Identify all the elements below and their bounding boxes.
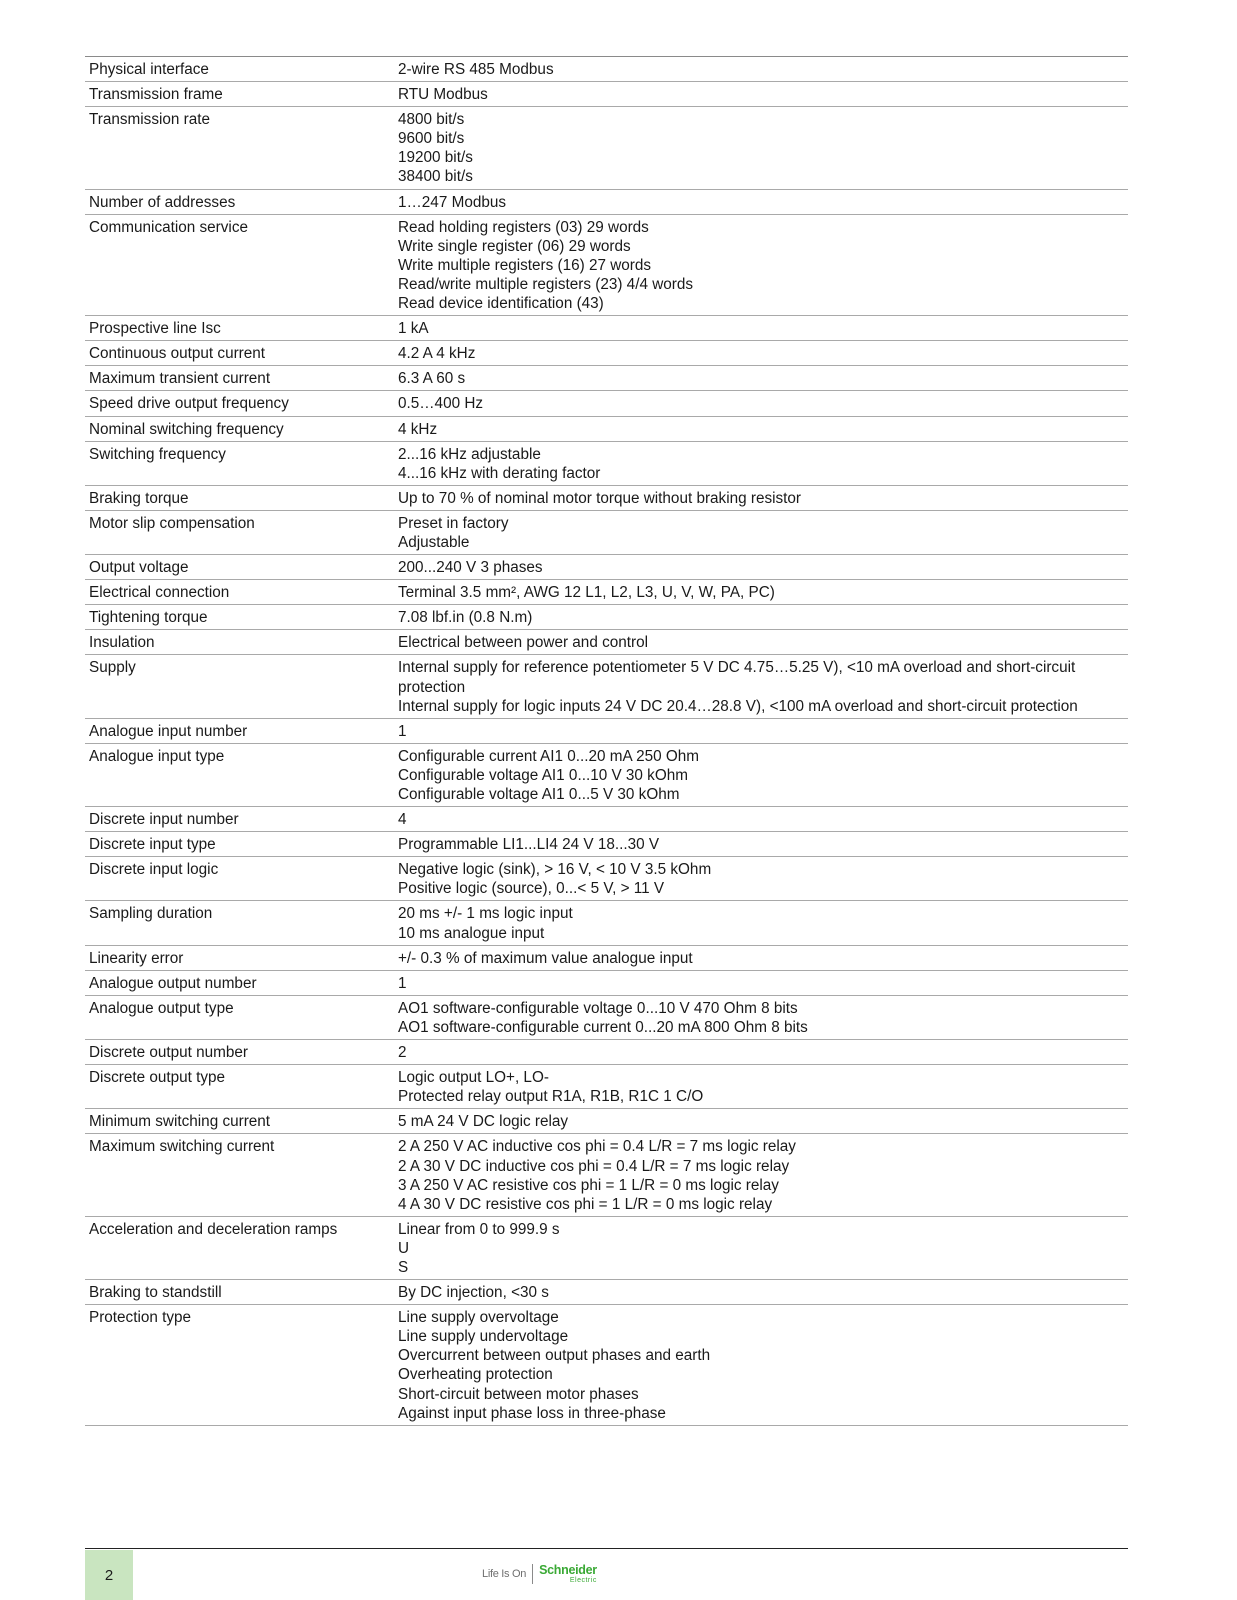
- spec-row: [85, 743, 1128, 806]
- spec-label: Linearity error: [85, 945, 394, 970]
- spec-row: [85, 945, 1128, 970]
- spec-row: [85, 807, 1128, 832]
- spec-value-line: Negative logic (sink), > 16 V, < 10 V 3.5 kOhm: [398, 861, 712, 879]
- spec-row: [85, 1305, 1128, 1426]
- spec-value-line: S: [398, 1258, 409, 1276]
- spec-label: Discrete input number: [85, 807, 394, 832]
- spec-value-line: Protected relay output R1A, R1B, R1C 1 C/O: [398, 1088, 704, 1106]
- spec-row: [85, 485, 1128, 510]
- spec-row: [85, 655, 1128, 718]
- spec-value: [394, 214, 1128, 315]
- page-number-box: [85, 1550, 133, 1600]
- spec-label: Minimum switching current: [85, 1109, 394, 1134]
- spec-value-line: 10 ms analogue input: [398, 924, 545, 942]
- spec-value: [394, 832, 1128, 857]
- spec-value-line: 1: [398, 974, 407, 992]
- brand-name: Schneider: [539, 1562, 597, 1577]
- spec-value: [394, 391, 1128, 416]
- spec-value: [394, 857, 1128, 901]
- spec-value: [394, 901, 1128, 945]
- spec-value-line: +/- 0.3 % of maximum value analogue input: [398, 949, 693, 967]
- spec-label: Switching frequency: [85, 441, 394, 485]
- spec-label: Communication service: [85, 214, 394, 315]
- page-number: 2: [104, 1566, 114, 1584]
- spec-label: Nominal switching frequency: [85, 416, 394, 441]
- spec-value-line: 2-wire RS 485 Modbus: [398, 61, 554, 78]
- spec-row: [85, 630, 1128, 655]
- spec-row: [85, 857, 1128, 901]
- spec-row: [85, 901, 1128, 945]
- spec-value-line: 5 mA 24 V DC logic relay: [398, 1113, 569, 1131]
- spec-label: Electrical connection: [85, 580, 394, 605]
- spec-label: Analogue output number: [85, 970, 394, 995]
- spec-row: [85, 1040, 1128, 1065]
- spec-value-line: 20 ms +/- 1 ms logic input: [398, 905, 573, 923]
- spec-label: Continuous output current: [85, 341, 394, 366]
- spec-value: [394, 1065, 1128, 1109]
- spec-value-line: 19200 bit/s: [398, 149, 473, 167]
- spec-row: [85, 391, 1128, 416]
- spec-value: [394, 485, 1128, 510]
- spec-value-line: Read/write multiple registers (23) 4/4 words: [398, 275, 694, 293]
- spec-value-line: 9600 bit/s: [398, 130, 465, 148]
- spec-value: [394, 970, 1128, 995]
- spec-value-line: 2 A 30 V DC inductive cos phi = 0.4 L/R = 7 ms logic relay: [398, 1157, 790, 1175]
- spec-value-line: Preset in factory: [398, 514, 509, 532]
- spec-label: Output voltage: [85, 555, 394, 580]
- spec-value: [394, 316, 1128, 341]
- spec-value-line: Linear from 0 to 999.9 s: [398, 1220, 560, 1238]
- spec-label: Protection type: [85, 1305, 394, 1426]
- spec-value: [394, 1216, 1128, 1279]
- spec-label: Braking torque: [85, 485, 394, 510]
- spec-label: Discrete output type: [85, 1065, 394, 1109]
- spec-value-line: Short-circuit between motor phases: [398, 1385, 639, 1403]
- specifications-table: [85, 56, 1128, 1426]
- spec-value-line: 2...16 kHz adjustable: [398, 445, 541, 463]
- spec-label: Analogue output type: [85, 995, 394, 1039]
- spec-value-line: 3 A 250 V AC resistive cos phi = 1 L/R = 0 ms logic relay: [398, 1176, 779, 1194]
- spec-value-line: 200...240 V 3 phases: [398, 559, 543, 577]
- spec-label: Maximum transient current: [85, 366, 394, 391]
- spec-value: [394, 1305, 1128, 1426]
- spec-row: [85, 1065, 1128, 1109]
- spec-value-line: Configurable voltage AI1 0...10 V 30 kOhm: [398, 766, 688, 784]
- spec-value-line: Configurable voltage AI1 0...5 V 30 kOhm: [398, 786, 680, 803]
- spec-label: Number of addresses: [85, 189, 394, 214]
- spec-row: [85, 510, 1128, 554]
- spec-label: Sampling duration: [85, 901, 394, 945]
- spec-value-line: 38400 bit/s: [398, 168, 473, 186]
- spec-value-line: Electrical between power and control: [398, 634, 648, 652]
- spec-value-line: AO1 software-configurable voltage 0...10 V 470 Ohm 8 bits: [398, 999, 798, 1017]
- spec-value: [394, 1134, 1128, 1216]
- spec-value-line: Against input phase loss in three-phase: [398, 1404, 666, 1422]
- spec-row: [85, 82, 1128, 107]
- spec-value: [394, 1040, 1128, 1065]
- spec-value-line: 7.08 lbf.in (0.8 N.m): [398, 609, 533, 627]
- spec-value-line: 4 A 30 V DC resistive cos phi = 1 L/R = 0 ms logic relay: [398, 1195, 773, 1213]
- spec-row: [85, 718, 1128, 743]
- spec-value: [394, 630, 1128, 655]
- brand-tagline: Life Is On: [482, 1568, 527, 1580]
- spec-label: Analogue input number: [85, 718, 394, 743]
- spec-value: [394, 510, 1128, 554]
- spec-row: [85, 189, 1128, 214]
- spec-value-line: By DC injection, <30 s: [398, 1284, 549, 1302]
- spec-value-line: U: [398, 1239, 410, 1257]
- spec-value-line: 4...16 kHz with derating factor: [398, 464, 601, 482]
- spec-value-line: 4800 bit/s: [398, 111, 465, 129]
- spec-value-line: Internal supply for logic inputs 24 V DC 20.4…28.8 V), <100 mA overload and short-circuit protection: [398, 697, 1078, 715]
- spec-value-line: RTU Modbus: [398, 86, 488, 104]
- spec-value: [394, 366, 1128, 391]
- spec-row: [85, 416, 1128, 441]
- spec-value-line: Programmable LI1...LI4 24 V 18...30 V: [398, 836, 660, 854]
- spec-value: [394, 995, 1128, 1039]
- spec-row: [85, 995, 1128, 1039]
- spec-label: Physical interface: [85, 57, 394, 82]
- spec-row: [85, 316, 1128, 341]
- spec-value-line: 4.2 A 4 kHz: [398, 345, 476, 363]
- spec-value-line: Adjustable: [398, 533, 470, 551]
- spec-label: Prospective line Isc: [85, 316, 394, 341]
- spec-value-line: Logic output LO+, LO-: [398, 1069, 549, 1087]
- spec-label: Transmission frame: [85, 82, 394, 107]
- footer-divider: [85, 1548, 1128, 1549]
- brand-sub: Electric: [569, 1577, 597, 1585]
- spec-value-line: Internal supply for reference potentiometer 5 V DC 4.75…5.25 V), <10 mA overload and short-circuit protection: [398, 659, 1080, 696]
- spec-value-line: Write single register (06) 29 words: [398, 237, 631, 255]
- spec-value: [394, 605, 1128, 630]
- spec-value: [394, 1280, 1128, 1305]
- spec-value-line: 2 A 250 V AC inductive cos phi = 0.4 L/R = 7 ms logic relay: [398, 1138, 796, 1156]
- spec-row: [85, 1280, 1128, 1305]
- spec-value: [394, 341, 1128, 366]
- spec-value-line: Read device identification (43): [398, 295, 604, 313]
- spec-value-line: 2: [398, 1044, 407, 1062]
- spec-row: [85, 580, 1128, 605]
- spec-label: Motor slip compensation: [85, 510, 394, 554]
- spec-row: [85, 214, 1128, 315]
- spec-value-line: Positive logic (source), 0...< 5 V, > 11 V: [398, 880, 665, 898]
- spec-value: [394, 655, 1128, 718]
- spec-label: Maximum switching current: [85, 1134, 394, 1216]
- spec-label: Discrete output number: [85, 1040, 394, 1065]
- spec-row: [85, 832, 1128, 857]
- spec-value: [394, 1109, 1128, 1134]
- spec-value: [394, 107, 1128, 189]
- spec-row: [85, 605, 1128, 630]
- spec-value: [394, 718, 1128, 743]
- spec-value-line: Configurable current AI1 0...20 mA 250 Ohm: [398, 747, 700, 765]
- spec-label: Acceleration and deceleration ramps: [85, 1216, 394, 1279]
- specifications-body: [85, 57, 1128, 1426]
- spec-value-line: 4: [398, 811, 407, 829]
- spec-value-line: Line supply undervoltage: [398, 1328, 569, 1346]
- spec-value: [394, 580, 1128, 605]
- spec-row: [85, 1216, 1128, 1279]
- spec-label: Insulation: [85, 630, 394, 655]
- brand-separator: [532, 1564, 533, 1584]
- spec-row: [85, 341, 1128, 366]
- spec-label: Supply: [85, 655, 394, 718]
- spec-value-line: 1…247 Modbus: [398, 193, 506, 211]
- spec-label: Discrete input logic: [85, 857, 394, 901]
- spec-row: [85, 555, 1128, 580]
- spec-value-line: Overcurrent between output phases and earth: [398, 1347, 711, 1365]
- spec-value-line: 1 kA: [398, 320, 429, 338]
- spec-label: Analogue input type: [85, 743, 394, 806]
- spec-row: [85, 57, 1128, 82]
- spec-value-line: Line supply overvoltage: [398, 1309, 559, 1327]
- spec-label: Tightening torque: [85, 605, 394, 630]
- spec-value-line: AO1 software-configurable current 0...20 mA 800 Ohm 8 bits: [398, 1018, 808, 1036]
- spec-row: [85, 1109, 1128, 1134]
- spec-value-line: Terminal 3.5 mm², AWG 12 L1, L2, L3, U, V, W, PA, PC): [398, 584, 775, 602]
- spec-value: [394, 555, 1128, 580]
- spec-label: Transmission rate: [85, 107, 394, 189]
- spec-row: [85, 1134, 1128, 1216]
- spec-value: [394, 743, 1128, 806]
- spec-value-line: Write multiple registers (16) 27 words: [398, 256, 652, 274]
- spec-value: [394, 441, 1128, 485]
- spec-label: Speed drive output frequency: [85, 391, 394, 416]
- spec-row: [85, 366, 1128, 391]
- spec-value: [394, 82, 1128, 107]
- spec-value: [394, 57, 1128, 82]
- spec-value-line: 0.5…400 Hz: [398, 395, 484, 413]
- spec-value-line: Overheating protection: [398, 1366, 553, 1384]
- spec-value-line: 1: [398, 722, 407, 740]
- spec-value-line: Up to 70 % of nominal motor torque without braking resistor: [398, 489, 802, 507]
- spec-row: [85, 441, 1128, 485]
- spec-value-line: 6.3 A 60 s: [398, 370, 466, 388]
- spec-value-line: Read holding registers (03) 29 words: [398, 218, 649, 236]
- schneider-electric-logo: [539, 1564, 597, 1585]
- spec-value: [394, 189, 1128, 214]
- brand-logo: [482, 1563, 597, 1585]
- spec-label: Discrete input type: [85, 832, 394, 857]
- spec-row: [85, 107, 1128, 189]
- spec-value-line: 4 kHz: [398, 420, 438, 438]
- spec-value: [394, 416, 1128, 441]
- spec-row: [85, 970, 1128, 995]
- spec-label: Braking to standstill: [85, 1280, 394, 1305]
- spec-value: [394, 807, 1128, 832]
- spec-value: [394, 945, 1128, 970]
